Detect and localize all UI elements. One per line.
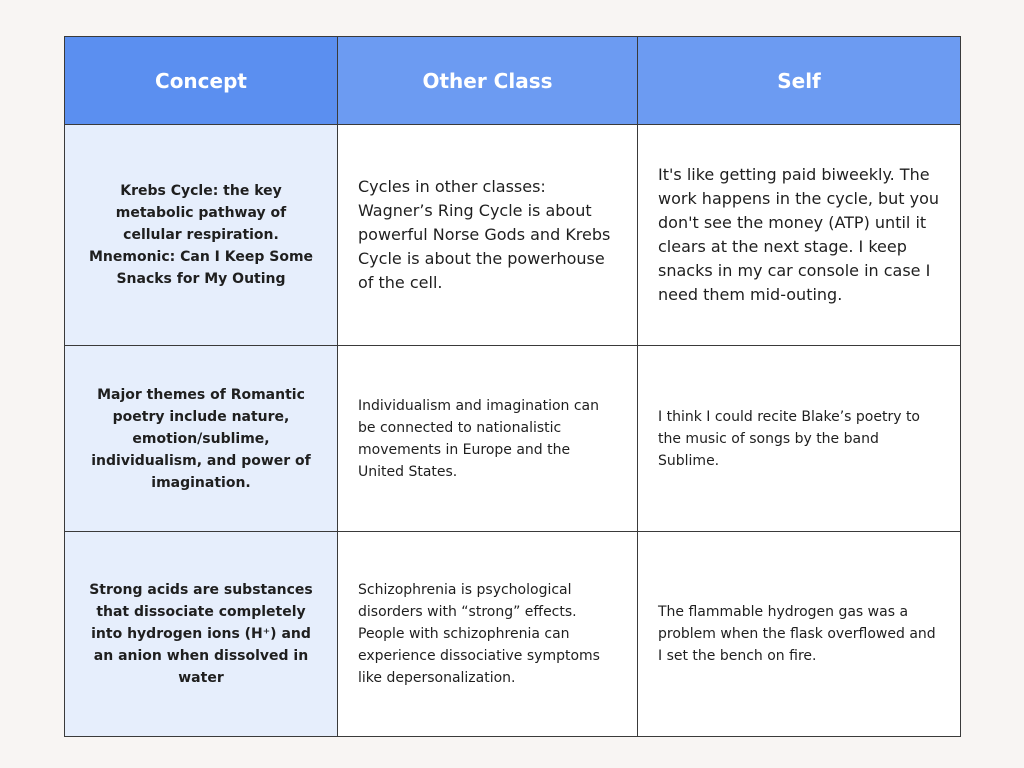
self-cell	[638, 346, 961, 532]
concept-text: Major themes of Romantic poetry include nature, emotion/sublime, individualism, and power of imagination.	[91, 386, 311, 491]
concept-cell	[65, 532, 338, 737]
other-class-text: Cycles in other classes: Wagner’s Ring Cycle is about powerful Norse Gods and Krebs Cycle is about the powerhouse of the cell.	[358, 177, 611, 292]
other-class-cell	[338, 532, 638, 737]
table-row	[65, 532, 961, 737]
self-cell	[638, 532, 961, 737]
comparison-table-container	[64, 36, 960, 736]
header-self: Self	[638, 37, 961, 125]
comparison-table	[64, 36, 961, 737]
self-cell	[638, 125, 961, 346]
self-text: I think I could recite Blake’s poetry to the music of songs by the band Sublime.	[658, 408, 920, 469]
concept-text: Strong acids are substances that dissociate completely into hydrogen ions (H⁺) and an anion when dissolved in water	[89, 582, 313, 686]
table-header-row	[65, 37, 961, 125]
concept-cell	[65, 125, 338, 346]
self-text: It's like getting paid biweekly. The work happens in the cycle, but you don't see the money (ATP) until it clears at the next stage. I keep snacks in my car console in case I need them mid-outing.	[658, 165, 940, 304]
other-class-text: Schizophrenia is psychological disorders with “strong” effects. People with schizophrenia can experience dissociative symptoms like depersonalization.	[358, 582, 600, 686]
other-class-cell	[338, 346, 638, 532]
header-other-class: Other Class	[338, 37, 638, 125]
table-row	[65, 346, 961, 532]
concept-text: Krebs Cycle: the key metabolic pathway of cellular respiration. Mnemonic: Can I Keep Some Snacks for My Outing	[88, 183, 314, 287]
other-class-text: Individualism and imagination can be connected to nationalistic movements in Europe and the United States.	[358, 397, 599, 480]
header-concept: Concept	[65, 37, 338, 125]
other-class-cell	[338, 125, 638, 346]
table-row	[65, 125, 961, 346]
concept-cell	[65, 346, 338, 532]
self-text: The flammable hydrogen gas was a problem when the flask overflowed and I set the bench on fire.	[658, 604, 936, 664]
